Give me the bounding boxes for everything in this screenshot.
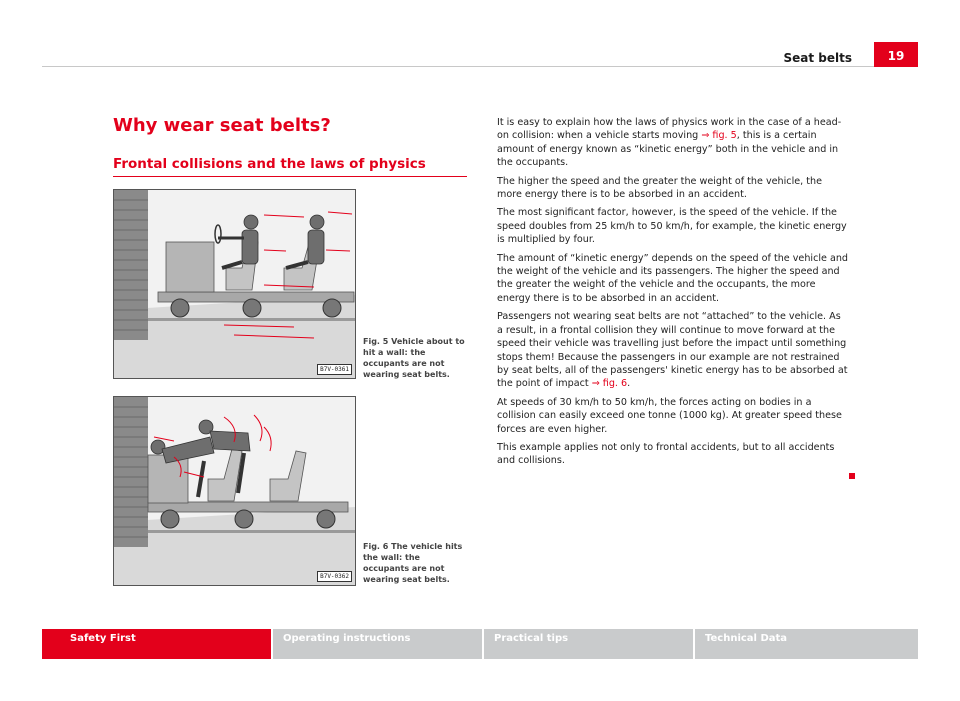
figure-code: B7V-0361 bbox=[317, 364, 352, 375]
footer-tab-operating-instructions[interactable]: Operating instructions bbox=[273, 629, 482, 659]
figure-6-caption: Fig. 6 The vehicle hits the wall: the occupants are not wearing seat belts. bbox=[363, 542, 463, 584]
figure-5-illustration bbox=[113, 189, 356, 379]
subtitle-rule bbox=[113, 176, 467, 177]
figure-code: B7V-0362 bbox=[317, 571, 352, 582]
footer-nav bbox=[42, 629, 918, 659]
paragraph-text: . bbox=[627, 378, 631, 390]
page-title: Why wear seat belts? bbox=[113, 115, 331, 136]
page-subtitle: Frontal collisions and the laws of physics bbox=[113, 156, 426, 172]
brick-wall bbox=[114, 397, 148, 547]
paragraph-text: , this is a certain amount of energy known as “kinetic energy” both in the vehicle and in the occupants. bbox=[497, 130, 839, 169]
section-end-marker bbox=[849, 473, 855, 479]
figure-5-caption: Fig. 5 Vehicle about to hit a wall: the occupants are not wearing seat belts. bbox=[363, 337, 465, 379]
figure-6-illustration bbox=[113, 396, 356, 586]
footer-tab-safety-first[interactable]: Safety First bbox=[42, 629, 271, 659]
paragraph bbox=[497, 116, 849, 170]
footer-tab-practical-tips[interactable]: Practical tips bbox=[484, 629, 693, 659]
body-text bbox=[497, 116, 849, 473]
paragraph bbox=[497, 310, 849, 390]
section-title: Seat belts bbox=[783, 51, 852, 65]
brick-wall bbox=[114, 190, 148, 340]
paragraph: This example applies not only to frontal accidents, but to all accidents and collisions. bbox=[497, 441, 835, 467]
paragraph: At speeds of 30 km/h to 50 km/h, the forces acting on bodies in a collision can easily exceed one tonne (1000 kg). At greater speed these forces are even higher. bbox=[497, 396, 842, 435]
footer-tab-technical-data[interactable]: Technical Data bbox=[695, 629, 918, 659]
paragraph: The amount of “kinetic energy” depends on the speed of the vehicle and the weight of the vehicle and its passengers. The higher the speed and the greater the weight of the vehicle and the occupants, the more energy there is to be absorbed in an accident. bbox=[497, 252, 849, 304]
figure-5-link[interactable]: ⇒ fig. 5 bbox=[701, 130, 737, 142]
paragraph: The most significant factor, however, is the speed of the vehicle. If the speed doubles from 25 km/h to 50 km/h, for example, the kinetic energy is multiplied by four. bbox=[497, 207, 847, 246]
page-number-badge: 19 bbox=[874, 42, 918, 67]
figure-6-link[interactable]: ⇒ fig. 6 bbox=[591, 378, 628, 390]
paragraph-text: It is easy to explain how the laws of physics work in the case of a head-on collision: when a vehicle starts moving bbox=[497, 117, 842, 142]
paragraph-text: Passengers not wearing seat belts are not “attached” to the vehicle. As a result, in a frontal collision they will continue to move forward at the speed their vehicle was travelling just before the impact until something stops them! Because the passengers in our example are not restrained by seat belts, all of the passengers' kinetic energy has to be absorbed at the point of impact bbox=[497, 311, 848, 390]
header-rule bbox=[42, 66, 918, 67]
paragraph: The higher the speed and the greater the weight of the vehicle, the more energy there is to be absorbed in an accident. bbox=[497, 175, 822, 201]
